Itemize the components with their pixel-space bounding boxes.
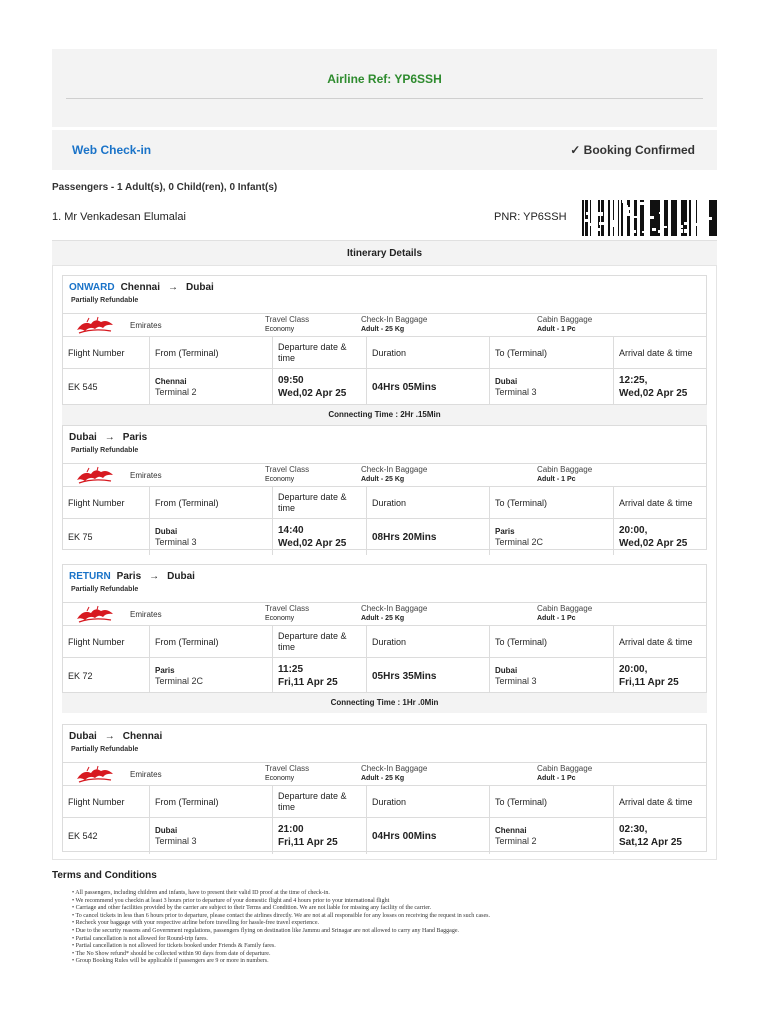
travel-class-value: Economy (265, 326, 295, 333)
checkin-baggage (361, 315, 427, 335)
departure-datetime (272, 369, 366, 405)
segment-origin: Paris (116, 571, 142, 582)
from-terminal-value: Terminal 2C (155, 676, 204, 686)
barcode-gap (589, 223, 592, 226)
barcode-bar (582, 200, 584, 236)
barcode-gap (684, 222, 687, 225)
barcode-bar (608, 200, 610, 236)
col-duration: Duration (366, 337, 489, 368)
barcode-bar (642, 200, 644, 236)
col-flight-number: Flight Number (68, 347, 125, 358)
from-terminal-value: Terminal 3 (155, 537, 197, 547)
arrival-date: Wed,02 Apr 25 (619, 538, 688, 549)
header-divider (66, 98, 703, 99)
terms-list (72, 890, 717, 966)
checkin-baggage-label: Check-In Baggage (361, 764, 428, 773)
refund-status: Partially Refundable (71, 447, 139, 454)
flight-duration: 04Hrs 00Mins (366, 818, 489, 854)
airline-name: Emirates (130, 770, 162, 779)
airline-info-band (63, 762, 706, 786)
to-city: Paris (495, 527, 515, 536)
checkin-baggage-value: Adult - 25 Kg (361, 775, 405, 782)
barcode-gap (699, 221, 702, 225)
checkin-baggage-label: Check-In Baggage (361, 315, 428, 324)
airline-ref: Airline Ref: YP6SSH (327, 72, 442, 86)
travel-class (265, 604, 309, 624)
to-terminal (489, 369, 613, 405)
checkin-baggage-value: Adult - 25 Kg (361, 615, 405, 622)
from-terminal-value: Terminal 2 (155, 387, 197, 397)
col-departure (272, 337, 366, 368)
terms-item: • Partial cancellation is not allowed for Round-trip fares. (72, 936, 717, 944)
checkin-baggage-label: Check-In Baggage (361, 465, 428, 474)
from-terminal (149, 519, 272, 555)
departure-time: 11:25 (278, 664, 304, 675)
col-departure-label: Departure date & time (278, 491, 347, 513)
travel-class (265, 465, 309, 485)
segment-origin: Dubai (69, 432, 97, 443)
arrival-time: 12:25, (619, 375, 648, 386)
arrival-date: Wed,02 Apr 25 (619, 388, 688, 399)
terms-item: • The No Show refund* should be collected within 90 days from date of departure. (72, 951, 717, 959)
barcode-gap (669, 205, 671, 208)
departure-datetime (272, 818, 366, 854)
arrow-icon: → (149, 571, 160, 582)
to-terminal-value: Terminal 2C (495, 537, 544, 547)
checkin-baggage (361, 764, 427, 784)
terms-item: • To cancel tickets in less than 6 hours prior to departure, please contact the airlines directly. We are not at all responsible for any losses on receiving the request in such cases. (72, 913, 717, 921)
flight-segment (62, 425, 707, 550)
terms-item: • Due to the security reasons and Government regulations, passengers flying on destination like Jammu and Srinagar are not allowed to carry any Hand Baggage. (72, 928, 717, 936)
barcode-gap (622, 200, 627, 203)
arrow-icon: → (168, 282, 179, 293)
travel-class-value: Economy (265, 476, 295, 483)
to-terminal-value: Terminal 2 (495, 836, 537, 846)
airline-name: Emirates (130, 471, 162, 480)
airline-info-band (63, 313, 706, 337)
flight-table-row (63, 369, 706, 405)
departure-time: 09:50 (278, 375, 304, 386)
barcode-gap (611, 220, 616, 224)
passenger-name: 1. Mr Venkadesan Elumalai (52, 211, 186, 223)
barcode-gap (650, 216, 654, 219)
checkin-baggage (361, 465, 427, 485)
barcode-bar (640, 200, 642, 236)
col-departure (272, 487, 366, 518)
airline-info-band (63, 463, 706, 487)
to-terminal-value: Terminal 3 (495, 676, 537, 686)
flight-number: EK 75 (68, 532, 93, 542)
barcode-bar (696, 200, 697, 236)
segment-title (69, 571, 195, 582)
col-from: From (Terminal) (149, 337, 272, 368)
airline-name: Emirates (130, 321, 162, 330)
barcode-gap (585, 219, 588, 222)
connecting-time: Connecting Time : 2Hr .15Min (62, 405, 707, 425)
departure-date: Wed,02 Apr 25 (278, 388, 347, 399)
cabin-baggage-label: Cabin Baggage (537, 604, 593, 613)
barcode-gap (599, 222, 604, 225)
travel-class-label: Travel Class (265, 315, 310, 324)
flight-table-header (63, 337, 706, 369)
segment-origin: Chennai (120, 282, 161, 293)
flight-segment (62, 724, 707, 852)
barcode-gap (679, 225, 683, 228)
barcode-gap (699, 203, 702, 205)
barcode-gap (598, 212, 603, 216)
airline-info-band (63, 602, 706, 626)
airline-ref-header (52, 49, 717, 127)
from-terminal (149, 658, 272, 694)
checkin-bar (52, 130, 717, 170)
barcode-image (582, 200, 717, 236)
barcode-bar (621, 200, 622, 236)
barcode-bar (714, 200, 717, 236)
barcode-gap (639, 202, 644, 205)
col-arrival: Arrival date & time (613, 626, 708, 657)
segment-title (69, 731, 162, 742)
to-city: Dubai (495, 666, 518, 675)
travel-class-value: Economy (265, 615, 295, 622)
flight-table-row (63, 519, 706, 555)
from-city: Dubai (155, 826, 178, 835)
col-arrival: Arrival date & time (613, 487, 708, 518)
flight-table-header (63, 626, 706, 658)
refund-status: Partially Refundable (71, 746, 139, 753)
emirates-logo-icon (73, 316, 117, 335)
cabin-baggage-value: Adult - 1 Pc (537, 326, 576, 333)
cabin-baggage-value: Adult - 1 Pc (537, 775, 576, 782)
checkin-baggage (361, 604, 427, 624)
from-terminal-value: Terminal 3 (155, 836, 197, 846)
travel-class-label: Travel Class (265, 604, 310, 613)
col-flight-number: Flight Number (68, 796, 125, 807)
segment-direction: RETURN (69, 571, 111, 582)
terms-item: • We recommend you checkin at least 3 hours prior to departure of your domestic flight and 4 hours prior to your international flight (72, 898, 717, 906)
pnr-number: PNR: YP6SSH (494, 211, 567, 223)
barcode-gap (626, 213, 631, 216)
arrival-datetime (613, 519, 708, 555)
col-departure (272, 626, 366, 657)
flight-table-header (63, 487, 706, 519)
flight-duration: 05Hrs 35Mins (366, 658, 489, 694)
col-from: From (Terminal) (149, 626, 272, 657)
arrival-datetime (613, 369, 708, 405)
col-to: To (Terminal) (489, 626, 613, 657)
from-terminal (149, 818, 272, 854)
cabin-baggage-label: Cabin Baggage (537, 465, 593, 474)
arrow-icon: → (104, 731, 115, 742)
flight-number: EK 545 (68, 382, 98, 392)
to-terminal (489, 658, 613, 694)
terms-item: • Partial cancellation is not allowed for tickets booked under Friends & Family fares. (72, 943, 717, 951)
arrival-datetime (613, 818, 708, 854)
emirates-logo-icon (73, 765, 117, 784)
to-terminal-value: Terminal 3 (495, 387, 537, 397)
cabin-baggage (537, 604, 592, 624)
barcode-gap (659, 212, 664, 214)
col-from: From (Terminal) (149, 786, 272, 817)
flight-duration: 08Hrs 20Mins (366, 519, 489, 555)
from-terminal (149, 369, 272, 405)
barcode-bar (601, 200, 604, 236)
segment-destination: Chennai (122, 731, 163, 742)
refund-status: Partially Refundable (71, 586, 139, 593)
checkin-baggage-value: Adult - 25 Kg (361, 476, 405, 483)
segment-title (69, 432, 147, 443)
connecting-time: Connecting Time : 1Hr .0Min (62, 693, 707, 713)
flight-segment (62, 564, 707, 693)
departure-date: Fri,11 Apr 25 (278, 837, 338, 848)
from-city: Dubai (155, 527, 178, 536)
cabin-baggage-label: Cabin Baggage (537, 315, 593, 324)
terms-item: • Carriage and other facilities provided by the carrier are subject to their Terms and Condition. We are not liable for missing any facility of the carrier. (72, 905, 717, 913)
barcode-bar (676, 200, 677, 236)
barcode-gap (586, 212, 588, 215)
barcode-bar (622, 200, 623, 236)
to-city: Chennai (495, 826, 527, 835)
barcode-bar (664, 200, 667, 236)
departure-date: Wed,02 Apr 25 (278, 538, 347, 549)
barcode-gap (616, 211, 618, 215)
barcode-gap (632, 201, 634, 205)
to-city: Dubai (495, 377, 518, 386)
col-arrival: Arrival date & time (613, 786, 708, 817)
barcode-gap (623, 205, 628, 208)
cabin-baggage (537, 315, 592, 335)
barcode-gap (592, 202, 594, 204)
barcode-gap (658, 230, 661, 233)
barcode-bar (667, 200, 668, 236)
cabin-baggage-value: Adult - 1 Pc (537, 615, 576, 622)
col-departure (272, 786, 366, 817)
flight-table-row (63, 658, 706, 694)
col-to: To (Terminal) (489, 487, 613, 518)
barcode-bar (689, 200, 691, 236)
barcode-gap (631, 230, 636, 233)
barcode-gap (664, 226, 667, 228)
web-checkin-link[interactable]: Web Check-in (72, 143, 152, 157)
emirates-logo-icon (73, 466, 117, 485)
booking-status: ✓ Booking Confirmed (570, 143, 695, 157)
passenger-summary: Passengers - 1 Adult(s), 0 Child(ren), 0 Infant(s) (52, 182, 278, 193)
col-to: To (Terminal) (489, 337, 613, 368)
col-arrival: Arrival date & time (613, 337, 708, 368)
barcode-gap (614, 207, 616, 210)
departure-datetime (272, 658, 366, 694)
barcode-gap (625, 210, 629, 213)
travel-class (265, 764, 309, 784)
checkin-baggage-value: Adult - 25 Kg (361, 326, 405, 333)
barcode-bar (613, 200, 614, 236)
col-flight-number: Flight Number (68, 636, 125, 647)
segment-title (69, 282, 214, 293)
terms-title: Terms and Conditions (52, 870, 157, 881)
col-to: To (Terminal) (489, 786, 613, 817)
departure-time: 14:40 (278, 525, 304, 536)
refund-status: Partially Refundable (71, 297, 139, 304)
flight-table-row (63, 818, 706, 854)
to-terminal (489, 818, 613, 854)
barcode-bar (712, 200, 714, 236)
departure-time: 21:00 (278, 824, 304, 835)
cabin-baggage (537, 764, 592, 784)
col-duration: Duration (366, 626, 489, 657)
itinerary-title: Itinerary Details (52, 240, 717, 265)
travel-class-label: Travel Class (265, 465, 310, 474)
airline-name: Emirates (130, 610, 162, 619)
col-flight-number: Flight Number (68, 497, 125, 508)
barcode-gap (684, 229, 688, 233)
flight-segment (62, 275, 707, 405)
emirates-logo-icon (73, 605, 117, 624)
barcode-gap (652, 228, 656, 231)
barcode-bar (674, 200, 676, 236)
terms-item: • All passengers, including children and infants, have to present their valid ID proof at the time of check-in. (72, 890, 717, 898)
arrival-time: 20:00, (619, 664, 648, 675)
departure-date: Fri,11 Apr 25 (278, 677, 338, 688)
col-duration: Duration (366, 487, 489, 518)
segment-destination: Dubai (167, 571, 195, 582)
terms-item: • Recheck your baggage with your respective airline before travelling for hassle-free travel experience. (72, 920, 717, 928)
cabin-baggage-label: Cabin Baggage (537, 764, 593, 773)
barcode-bar (585, 200, 587, 236)
cabin-baggage-value: Adult - 1 Pc (537, 476, 576, 483)
col-departure-label: Departure date & time (278, 790, 347, 812)
segment-destination: Paris (122, 432, 148, 443)
travel-class-label: Travel Class (265, 764, 310, 773)
barcode-gap (642, 231, 646, 233)
from-city: Paris (155, 666, 175, 675)
segment-origin: Dubai (69, 731, 97, 742)
from-city: Chennai (155, 377, 187, 386)
checkin-baggage-label: Check-In Baggage (361, 604, 428, 613)
barcode-gap (593, 204, 596, 208)
col-departure-label: Departure date & time (278, 630, 347, 652)
arrival-time: 02:30, (619, 824, 648, 835)
cabin-baggage (537, 465, 592, 485)
col-from: From (Terminal) (149, 487, 272, 518)
col-duration: Duration (366, 786, 489, 817)
barcode-gap (696, 223, 698, 226)
to-terminal (489, 519, 613, 555)
barcode-gap (597, 228, 601, 231)
flight-duration: 04Hrs 05Mins (366, 369, 489, 405)
barcode-gap (697, 213, 700, 217)
barcode-bar (672, 200, 674, 236)
flight-number: EK 72 (68, 671, 93, 681)
barcode-gap (680, 229, 683, 233)
arrival-date: Fri,11 Apr 25 (619, 677, 679, 688)
flight-number: EK 542 (68, 831, 98, 841)
arrival-datetime (613, 658, 708, 694)
segment-destination: Dubai (186, 282, 214, 293)
barcode-gap (634, 216, 637, 218)
arrival-date: Sat,12 Apr 25 (619, 837, 682, 848)
travel-class-value: Economy (265, 775, 295, 782)
travel-class (265, 315, 309, 335)
barcode-bar (587, 200, 588, 236)
barcode-bar (618, 200, 619, 236)
barcode-bar (590, 200, 591, 236)
terms-item: • Group Booking Rules will be applicable if passengers are 9 or more in numbers. (72, 958, 717, 966)
barcode-bar (671, 200, 672, 236)
arrow-icon: → (104, 432, 115, 443)
flight-table-header (63, 786, 706, 818)
segment-direction: ONWARD (69, 282, 115, 293)
col-departure-label: Departure date & time (278, 341, 347, 363)
arrival-time: 20:00, (619, 525, 648, 536)
barcode-gap (708, 217, 712, 220)
barcode-gap (692, 200, 696, 202)
departure-datetime (272, 519, 366, 555)
